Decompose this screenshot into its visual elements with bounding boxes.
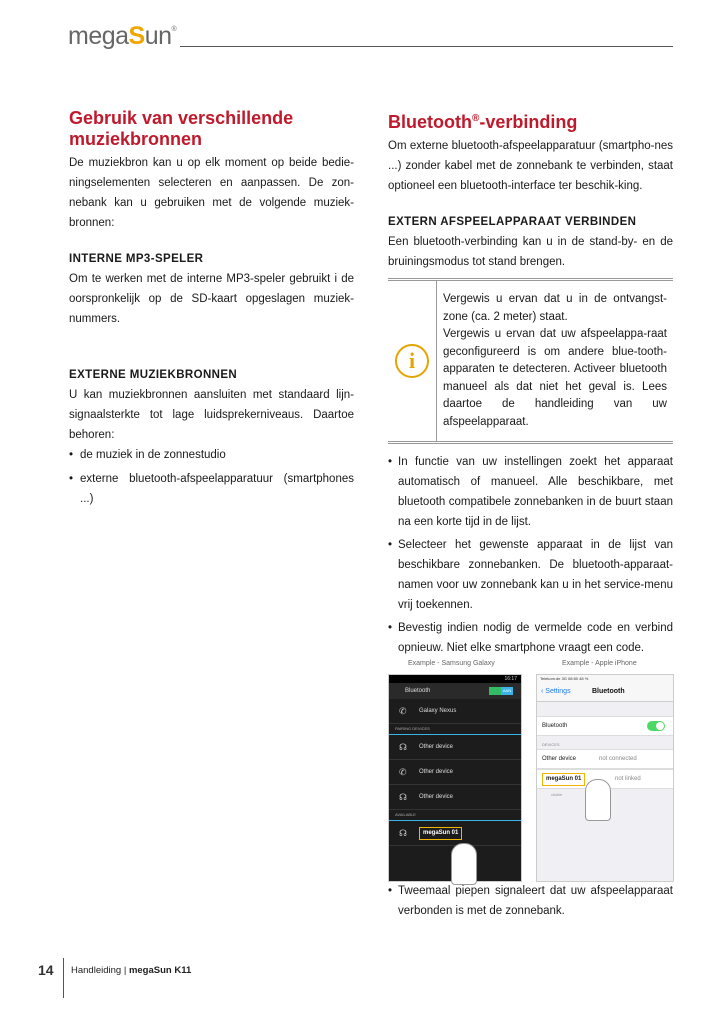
bluetooth-switch xyxy=(647,721,665,731)
left-intro: De muziekbron kan u op elk moment op beide bedie-ningselementen selecteren en aanpassen. De zon-nebank kan u gebruiken met de volgende muziek-bronnen: xyxy=(69,157,354,229)
left-title: Gebruik van verschillende muziekbronnen xyxy=(69,108,294,149)
hand-pointer-icon xyxy=(451,843,477,885)
info-box xyxy=(388,278,673,444)
right-column xyxy=(388,108,673,661)
source-list xyxy=(69,445,354,509)
list-item: • Bevestig indien nodig de vermelde code en verbind opnieuw. Niet elke smartphone vraagt een code. xyxy=(388,622,673,654)
header-rule xyxy=(180,46,673,47)
hand-pointer-icon xyxy=(585,779,611,821)
list-item: • de muziek in de zonnestudio xyxy=(69,449,226,461)
info-icon: i xyxy=(395,344,429,378)
right-title: Bluetooth®-verbinding xyxy=(388,112,578,132)
headphones-icon: ☊ xyxy=(399,828,407,838)
info-text-2: Vergewis u ervan dat uw afspeelappa-raat geconfigureerd is om andere blue-tooth-apparaten te detecteren. Activeer bluetooth manueel als dat niet het geval is. Lees daartoe de handleiding van uw afspeelapparaat. xyxy=(443,328,667,428)
connect-text: Een bluetooth-verbinding kan u in de stand-by- en de bruiningsmodus tot stand brengen. xyxy=(388,236,673,268)
list-item: Other device not connected xyxy=(537,749,673,769)
iphone-caption: Example - Apple iPhone xyxy=(562,660,637,667)
info-text-1: Vergewis u ervan dat u in de ontvangst-zone (ca. 2 meter) staat. xyxy=(443,293,667,323)
list-item: • Tweemaal piepen signaleert dat uw afspeelapparaat verbonden is met de zonnebank. xyxy=(388,885,673,917)
list-item: ☊ Other device xyxy=(389,735,521,760)
footer-text: Handleiding | megaSun K11 xyxy=(71,965,192,976)
headphones-icon: ☊ xyxy=(399,742,407,752)
page-number: 14 xyxy=(38,962,54,978)
list-item: megaSun 01 not linked xyxy=(537,769,673,789)
footer-rule xyxy=(63,958,64,998)
internal-heading: INTERNE MP3-SPELER xyxy=(69,253,204,265)
external-heading: EXTERNE MUZIEKBRONNEN xyxy=(69,369,238,381)
bluetooth-toggle: AAN xyxy=(489,687,513,695)
external-text: U kan muziekbronnen aansluiten met standaard lijn-signaalsterkte tot lage luidsprekerniveaus. Daartoe behoren: xyxy=(69,389,354,441)
final-step xyxy=(388,881,673,924)
connect-heading: EXTERN AFSPEELAPPARAAT VERBINDEN xyxy=(388,216,637,228)
android-screenshot: 16:17 Bluetooth AAN ✆ Galaxy Nexus PAIRING DEVICES ☊ Other device ✆ Other device ☊ Other device AVAILABLE ☊ megaSun 01 xyxy=(388,674,522,882)
phone-icon: ✆ xyxy=(399,767,407,777)
list-item: ✆ Galaxy Nexus xyxy=(389,699,521,724)
headphones-icon: ☊ xyxy=(399,792,407,802)
left-column xyxy=(69,108,354,513)
list-item: ☊ Other device xyxy=(389,785,521,810)
list-item: ☊ megaSun 01 xyxy=(389,821,521,846)
iphone-screenshot: Telekom.de 3G 08:50 48 % ‹ Settings Bluetooth Bluetooth DEVICES Other device not connected megaSun 01 not linked visible xyxy=(536,674,674,882)
phone-examples xyxy=(388,660,673,882)
steps-list xyxy=(388,452,673,658)
right-intro: Om externe bluetooth-afspeelapparatuur (smartpho-nes ...) zonder kabel met de zonnebank te verbinden, staat optioneel een bluetooth-interface ter beschik-king. xyxy=(388,140,673,192)
list-item: • Selecteer het gewenste apparaat in de lijst van beschikbare zonnebanken. De bluetooth-apparaat-namen voor uw zonnebank kan u in het service-menu vrij toekennen. xyxy=(388,539,673,611)
internal-text: Om te werken met de interne MP3-speler gebruikt i de oorspronkelijk op de SD-kaart opgeslagen muziek-nummers. xyxy=(69,273,354,325)
list-item: • externe bluetooth-afspeelapparatuur (smartphones ...) xyxy=(69,473,354,505)
list-item: • In functie van uw instellingen zoekt het apparaat automatisch of manueel. Alle beschikbare, met bluetooth compatibele zonnebanken in de buurt staan na een korte tijd in de lijst. xyxy=(388,456,673,528)
android-caption: Example - Samsung Galaxy xyxy=(408,660,495,667)
phone-icon: ✆ xyxy=(399,706,407,716)
megasun-logo: megaSun® xyxy=(68,22,177,50)
list-item: ✆ Other device xyxy=(389,760,521,785)
